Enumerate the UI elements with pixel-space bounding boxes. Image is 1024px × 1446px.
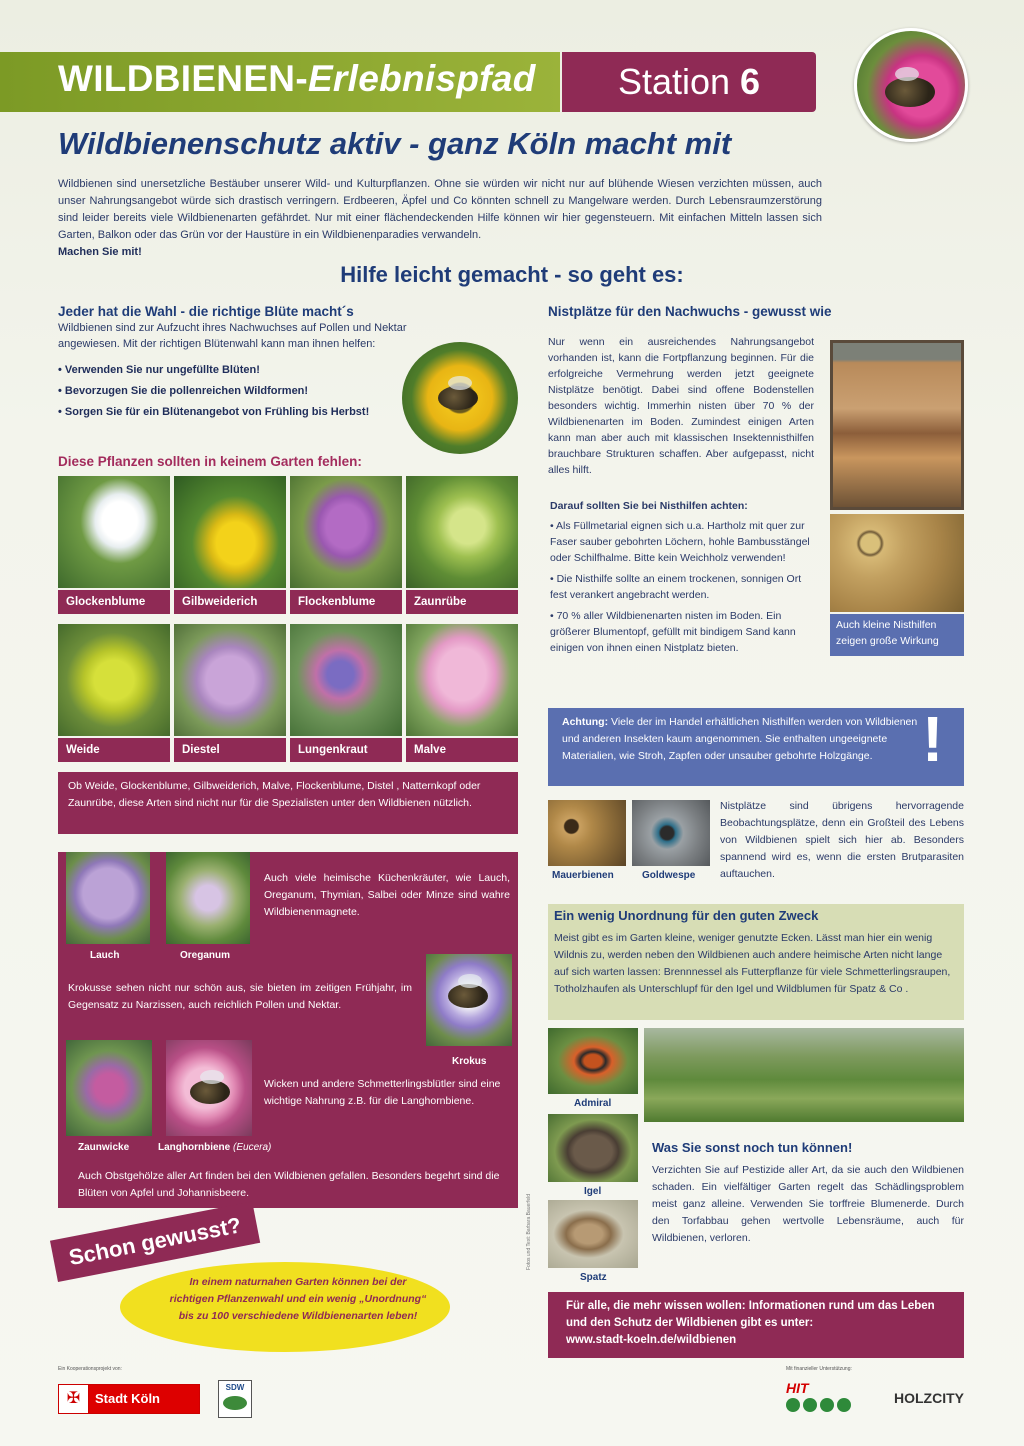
plant-card (290, 476, 402, 614)
nest-heading: Nistplätze für den Nachwuchs - gewusst wie (548, 304, 832, 319)
crocus-caption: Krokus (452, 1056, 487, 1067)
did-you-know-title: Schon gewusst? (50, 1201, 260, 1282)
plant-card (406, 624, 518, 762)
help-heading: Hilfe leicht gemacht - so geht es: (340, 262, 684, 287)
sunflower-bee-photo (402, 342, 518, 454)
plant-label: Flockenblume (290, 590, 402, 614)
sdw-logo: SDW (218, 1380, 252, 1418)
small-nest-caption: Auch kleine Nisthilfen zeigen große Wirkung (830, 614, 964, 656)
choice-bullets: • Verwenden Sie nur ungefüllte Blüten! • Bevorzugen Sie die pollenreichen Wildformen! • Sorgen Sie für ein Blütenangebot von Frühling bis Herbst! (58, 364, 370, 418)
spatz-photo (548, 1200, 638, 1268)
plant-label: Lungenkraut (290, 738, 402, 762)
garden-photo (644, 1028, 964, 1122)
page-subtitle: Wildbienenschutz aktiv - ganz Köln macht mit (58, 126, 732, 161)
herbs-text: Auch viele heimische Küchenkräuter, wie Lauch, Oreganum, Thymian, Salbei oder Minze sind wahre Wildbienenmagnete. (264, 872, 510, 918)
stadt-koeln-logo: ✠ Stadt Köln (58, 1384, 200, 1414)
plant-label: Diestel (174, 738, 286, 762)
info-box: Für alle, die mehr wissen wollen: Informationen rund um das Leben und den Schutz der Wildbienen gibt es unter: www.stadt-koeln.de/wildbienen (548, 1292, 964, 1358)
choice-text: Wildbienen sind zur Aufzucht ihres Nachwuchses auf Pollen und Nektar angewiesen. Mit der richtigen Blütenwahl kann man ihnen helfen: (58, 322, 407, 350)
plant-photo (174, 624, 286, 736)
plant-card (58, 624, 170, 762)
did-you-know-text: In einem naturnahen Garten können bei der richtigen Pflanzenwahl und ein wenig „Unordnung“ bis zu 100 verschiedene Wildbienenarten leben! (169, 1276, 427, 1322)
herb-caption: Oreganum (180, 950, 231, 961)
plant-label: Malve (406, 738, 518, 762)
plant-card (406, 476, 518, 614)
mess-heading: Ein wenig Unordnung für den guten Zweck (554, 908, 819, 923)
station-badge: Station 6 (562, 52, 816, 112)
nest-text: Nur wenn ein ausreichendes Nahrungsangebot vorhanden ist, kann die Fortpflanzung beginnen. Für die erfolgreiche Vermehrung werden jetzt geeignete Nistplätze benötigt. Dabei sind offene Bodenstellen besonders wichtig. Immerhin nisten über 70 % der Wildbienenarten im Boden. Zumindest einigen Arten kann man aber auch mit klassischen Insektennisthilfen brauchbare Strukturen schaffen. Aber aufgepasst, nicht alles hilft. (548, 336, 814, 476)
mauerbienen-photo (548, 800, 626, 866)
insect-hotel-photo (830, 340, 964, 510)
nest-bullets: • Als Füllmetarial eignen sich u.a. Hartholz mit quer zur Faser sauber gebohrten Löchern, hohle Bambusstängel oder Schilfhalme. Bitte kein Weichholz verwenden! • Die Nisthilfe sollte an einem trockenen, sonnigen Ort fest verankert angebracht werden. • 70 % aller Wildbienenarten nisten im Boden. Ein größerer Blumentopf, gefüllt mit bindigem Sand kann einigen von ihnen einen Nistplatz bieten. (550, 520, 810, 654)
trail-title: WILDBIENEN-Erlebnispfad (58, 58, 536, 99)
plant-photo (58, 476, 170, 588)
admiral-photo (548, 1028, 638, 1094)
info-link[interactable]: www.stadt-koeln.de/wildbienen (566, 1334, 737, 1346)
zaunwicke-photo (66, 1040, 152, 1136)
vetch-caption: Zaunwicke (78, 1142, 130, 1153)
mess-text: Meist gibt es im Garten kleine, weniger genutzte Ecken. Lässt man hier ein wenig Wildnis zu, werden neben den Wildbienen auch andere heimische Arten nicht lange auf sich warten lassen: Brennnessel als Futterpflanze für viele Schmetterlingsraupen, Totholzhaufen als Unterschlupf für den Igel und Wildblumen für Spatz & Co . (554, 932, 951, 995)
plant-label: Weide (58, 738, 170, 762)
exclamation-icon: ! (922, 703, 944, 775)
plant-photo (290, 624, 402, 736)
hit-logo: HIT (786, 1380, 876, 1416)
plant-card (58, 476, 170, 614)
plant-label: Glockenblume (58, 590, 170, 614)
choice-heading: Jeder hat die Wahl - die richtige Blüte macht´s (58, 304, 354, 319)
warning-text: Achtung: Viele der im Handel erhältlichen Nisthilfen werden von Wildbienen und anderen Insekten kaum angenommen. Sie enthalten ungeeignete Materialien, wie Stroh, Zapfen oder unsauber gebohrte Holzgänge. (562, 716, 918, 762)
more-text: Verzichten Sie auf Pestizide aller Art, da sie auch den Wildbienen schaden. Ein vielfältiger Garten regelt das Schädlingsproblem meist ganz alleine. Verwenden Sie torffreie Blumenerde. Durch den Torfabbau gehen wertvolle Lebensräume, auch für Wildbienen, verloren. (652, 1164, 964, 1244)
plants-note-box: Ob Weide, Glockenblume, Gilbweiderich, Malve, Flockenblume, Distel , Natternkopf oder Zaunrübe, diese Arten sind nicht nur für die Spezialisten unter den Wildbienen nützlich. (58, 772, 518, 834)
lauch-photo (66, 852, 150, 944)
oreganum-photo (166, 852, 250, 944)
sponsor-label: Mit finanzieller Unterstützung: (786, 1366, 852, 1372)
crocus-text: Krokusse sehen nicht nur schön aus, sie bieten im zeitigen Frühjahr, im Gegensatz zu Narzissen, auch reichlich Pollen und Nektar. (68, 982, 412, 1011)
more-heading: Was Sie sonst noch tun können! (652, 1140, 853, 1155)
igel-photo (548, 1114, 638, 1182)
plant-card (174, 624, 286, 762)
langhornbiene-photo (166, 1040, 252, 1136)
plant-photo (406, 624, 518, 736)
plant-photo (406, 476, 518, 588)
vetch-text: Wicken und andere Schmetterlingsblütler sind eine wichtige Nahrung z.B. für die Langhornbiene. (264, 1078, 501, 1107)
plants-heading: Diese Pflanzen sollten in keinem Garten fehlen: (58, 454, 362, 469)
hit-circles (786, 1398, 876, 1412)
tree-icon (223, 1396, 247, 1410)
animal-caption: Igel (584, 1186, 602, 1197)
coat-of-arms-icon: ✠ (59, 1385, 89, 1413)
intro-paragraph: Wildbienen sind unersetzliche Bestäuber unserer Wild- und Kulturpflanzen. Ohne sie würden wir nicht nur auf blühende Wiesen verzichten müssen, auch unser Nahrungsangebot würde sich drastisch verringern. Erdbeeren, Äpfel und Co könnten schnell zu Mangelware werden. Durch Lebensraumzerstörung sind leider bereits viele Wildbienenarten gefährdet. Nur mit einer flächendeckenden Hilfe können wir hier gegensteuern. Mit einfachen Mitteln lassen sich Garten, Balkon oder das Grün vor der Haustüre in ein Wildbienenparadies verwandeln. Machen Sie mit! (58, 178, 822, 258)
observe-text: Nistplätze sind übrigens hervorragende Beobachtungsplätze, denn ein Großteil des Lebens von Wildbienen spielt sich hier ab. Besonders spannend wird es, wenn die ersten Brutparasiten auftauchen. (720, 800, 964, 880)
nest-subheading: Darauf sollten Sie bei Nisthilfen achten: (550, 500, 748, 512)
plant-photo (174, 476, 286, 588)
animal-caption: Admiral (574, 1098, 612, 1109)
plant-photo (290, 476, 402, 588)
animal-caption: Spatz (580, 1272, 607, 1283)
herb-caption: Lauch (90, 950, 120, 961)
vetch-caption: Langhornbiene (Eucera) (158, 1142, 272, 1153)
krokus-photo (426, 954, 512, 1046)
goldwespe-photo (632, 800, 710, 866)
fruit-text: Auch Obstgehölze aller Art finden bei den Wildbienen gefallen. Besonders begehrt sind die Blüten von Apfel und Johannisbeere. (78, 1170, 500, 1199)
bee-caption: Mauerbienen (552, 870, 614, 881)
bamboo-nest-photo (830, 514, 964, 612)
bee-caption: Goldwespe (642, 870, 696, 881)
plant-label: Gilbweiderich (174, 590, 286, 614)
plant-photo (58, 624, 170, 736)
holzcity-logo: HOLZCITY (894, 1390, 964, 1406)
bee-flower-photo (854, 28, 968, 142)
plant-card (174, 476, 286, 614)
photo-credit: Fotos und Text: Barbara Bauerfeld (526, 1193, 532, 1270)
plant-card (290, 624, 402, 762)
coop-label: Ein Kooperationsprojekt von: (58, 1366, 122, 1372)
plant-label: Zaunrübe (406, 590, 518, 614)
